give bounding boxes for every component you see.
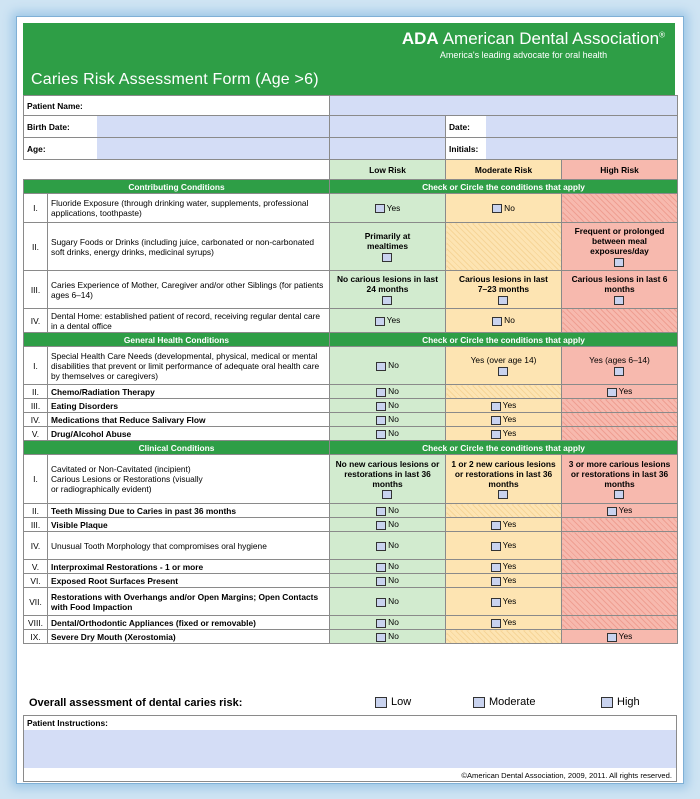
high-option-na — [562, 574, 678, 588]
form-title: Caries Risk Assessment Form (Age >6) — [31, 71, 319, 88]
checkbox[interactable] — [607, 633, 617, 642]
low-option[interactable]: Primarily at mealtimes — [330, 223, 446, 271]
checkbox[interactable] — [498, 296, 508, 305]
row-number: I. — [24, 455, 48, 504]
moderate-option[interactable]: Yes (over age 14) — [446, 347, 562, 385]
section-general-instruction: Check or Circle the conditions that apply — [330, 333, 678, 347]
low-option[interactable]: No — [330, 504, 446, 518]
checkbox[interactable] — [498, 490, 508, 499]
checkbox[interactable] — [375, 317, 385, 326]
moderate-option[interactable]: Yes — [446, 532, 562, 560]
section-clinical-instruction: Check or Circle the conditions that apply — [330, 441, 678, 455]
date-field[interactable] — [486, 116, 677, 137]
checkbox[interactable] — [601, 697, 613, 708]
overall-label: Overall assessment of dental caries risk: — [29, 697, 243, 709]
patient-name-label: Patient Name: — [27, 100, 83, 111]
high-option-na — [562, 427, 678, 441]
condition-label: Dental Home: established patient of record, receiving regular dental care in a dental office — [48, 309, 330, 333]
overall-high-option[interactable]: High — [601, 696, 640, 708]
birth-date-cell — [24, 116, 330, 138]
high-option-na — [562, 413, 678, 427]
condition-label: Unusual Tooth Morphology that compromises oral hygiene — [48, 532, 330, 560]
row-number: I. — [24, 194, 48, 223]
condition-label: Medications that Reduce Salivary Flow — [48, 413, 330, 427]
checkbox[interactable] — [498, 367, 508, 376]
condition-label: Restorations with Overhangs and/or Open Margins; Open Contacts with Food Impaction — [48, 588, 330, 616]
checkbox[interactable] — [607, 388, 617, 397]
age-label: Age: — [27, 144, 46, 154]
moderate-option[interactable]: Yes — [446, 574, 562, 588]
low-option[interactable]: No — [330, 532, 446, 560]
age-field-ext[interactable] — [330, 138, 446, 160]
high-option[interactable]: Yes (ages 6–14) — [562, 347, 678, 385]
high-option-na — [562, 588, 678, 616]
checkbox[interactable] — [607, 507, 617, 516]
low-option[interactable]: No — [330, 616, 446, 630]
high-risk-header: High Risk — [562, 160, 678, 180]
row-number: VI. — [24, 574, 48, 588]
high-option-na — [562, 532, 678, 560]
row-number: V. — [24, 427, 48, 441]
high-option[interactable]: Yes — [562, 385, 678, 399]
row-number: II. — [24, 504, 48, 518]
moderate-option[interactable]: No — [446, 309, 562, 333]
overall-low-option[interactable]: Low — [375, 696, 411, 708]
low-option[interactable]: No — [330, 347, 446, 385]
high-option[interactable]: 3 or more carious lesions or restorations in last 36 months — [562, 455, 678, 504]
checkbox[interactable] — [491, 416, 501, 425]
checkbox[interactable] — [376, 507, 386, 516]
initials-label: Initials: — [449, 144, 479, 154]
high-option[interactable]: Frequent or prolonged between meal exposures/day — [562, 223, 678, 271]
condition-label: Dental/Orthodontic Appliances (fixed or removable) — [48, 616, 330, 630]
checkbox[interactable] — [376, 542, 386, 551]
moderate-option[interactable]: Carious lesions in last 7–23 months — [446, 271, 562, 309]
birth-date-field-ext[interactable] — [330, 116, 446, 138]
row-number: II. — [24, 223, 48, 271]
copyright: ©American Dental Association, 2009, 2011. All rights reserved. — [461, 771, 672, 780]
condition-label: Special Health Care Needs (developmental, physical, medical or mental disabilities that prevent or limit performance of adequate oral health care by themselves or caregivers) — [48, 347, 330, 385]
condition-label: Severe Dry Mouth (Xerostomia) — [48, 630, 330, 644]
row-number: IV. — [24, 309, 48, 333]
birth-date-label: Birth Date: — [27, 122, 70, 132]
checkbox[interactable] — [492, 204, 502, 213]
ada-brand — [402, 29, 665, 60]
row-number: IV. — [24, 532, 48, 560]
instructions-field[interactable] — [24, 730, 676, 768]
high-option-na — [562, 309, 678, 333]
checkbox[interactable] — [492, 317, 502, 326]
moderate-option[interactable]: Yes — [446, 560, 562, 574]
checkbox[interactable] — [473, 697, 485, 708]
checkbox[interactable] — [375, 204, 385, 213]
row-number: I. — [24, 347, 48, 385]
checkbox[interactable] — [382, 296, 392, 305]
low-option[interactable]: No — [330, 427, 446, 441]
section-general: General Health Conditions — [24, 333, 330, 347]
moderate-risk-header: Moderate Risk — [446, 160, 562, 180]
condition-label: Eating Disorders — [48, 399, 330, 413]
row-number: IX. — [24, 630, 48, 644]
checkbox[interactable] — [614, 490, 624, 499]
assessment-table — [23, 95, 678, 644]
moderate-option[interactable]: No — [446, 194, 562, 223]
tagline: America's leading advocate for oral health — [439, 50, 608, 60]
condition-label: Teeth Missing Due to Caries in past 36 months — [48, 504, 330, 518]
row-number: IV. — [24, 413, 48, 427]
high-option-na — [562, 616, 678, 630]
low-option[interactable]: No — [330, 588, 446, 616]
moderate-option[interactable]: Yes — [446, 518, 562, 532]
moderate-option-na — [446, 385, 562, 399]
condition-label: Interproximal Restorations - 1 or more — [48, 560, 330, 574]
checkbox[interactable] — [376, 563, 386, 572]
checkbox[interactable] — [376, 521, 386, 530]
row-number: III. — [24, 399, 48, 413]
overall-assessment — [23, 693, 677, 713]
condition-label: Exposed Root Surfaces Present — [48, 574, 330, 588]
low-option[interactable]: No — [330, 630, 446, 644]
low-option[interactable]: No — [330, 518, 446, 532]
low-option[interactable]: No — [330, 385, 446, 399]
checkbox[interactable] — [491, 542, 501, 551]
low-option[interactable]: No new carious lesions or restorations in last 36 months — [330, 455, 446, 504]
moderate-option[interactable]: Yes — [446, 399, 562, 413]
checkbox[interactable] — [491, 619, 501, 628]
checkbox[interactable] — [614, 258, 624, 267]
condition-label: Fluoride Exposure (through drinking water, supplements, professional applications, toothpaste) — [48, 194, 330, 223]
moderate-option[interactable]: Yes — [446, 616, 562, 630]
checkbox[interactable] — [376, 633, 386, 642]
checkbox[interactable] — [491, 577, 501, 586]
checkbox[interactable] — [614, 296, 624, 305]
age-cell — [24, 138, 330, 160]
condition-label: Cavitated or Non-Cavitated (incipient) Carious Lesions or Restorations (visually or radiographically evident) — [48, 455, 330, 504]
checkbox[interactable] — [376, 388, 386, 397]
checkbox[interactable] — [491, 402, 501, 411]
initials-cell — [446, 138, 678, 160]
low-option[interactable]: No carious lesions in last 24 months — [330, 271, 446, 309]
low-option[interactable]: No — [330, 560, 446, 574]
section-contributing-instruction: Check or Circle the conditions that apply — [330, 180, 678, 194]
form-frame — [16, 16, 684, 784]
overall-moderate-option[interactable]: Moderate — [473, 696, 535, 708]
moderate-option-na — [446, 630, 562, 644]
section-contributing: Contributing Conditions — [24, 180, 330, 194]
date-label: Date: — [449, 122, 470, 132]
low-option[interactable]: Yes — [330, 194, 446, 223]
condition-label: Drug/Alcohol Abuse — [48, 427, 330, 441]
low-risk-header: Low Risk — [330, 160, 446, 180]
checkbox[interactable] — [382, 253, 392, 262]
condition-label: Chemo/Radiation Therapy — [48, 385, 330, 399]
low-option[interactable]: No — [330, 399, 446, 413]
checkbox[interactable] — [375, 697, 387, 708]
high-option-na — [562, 560, 678, 574]
condition-label: Caries Experience of Mother, Caregiver and/or other Siblings (for patients ages 6–14) — [48, 271, 330, 309]
registered-mark: ® — [659, 30, 665, 40]
moderate-option[interactable]: Yes — [446, 413, 562, 427]
checkbox[interactable] — [491, 563, 501, 572]
org-name: American Dental Association — [442, 29, 660, 48]
row-number: V. — [24, 560, 48, 574]
patient-instructions — [23, 715, 677, 782]
row-number: VII. — [24, 588, 48, 616]
initials-field[interactable] — [486, 138, 677, 159]
high-option[interactable]: Yes — [562, 504, 678, 518]
condition-label: Visible Plaque — [48, 518, 330, 532]
moderate-option-na — [446, 504, 562, 518]
checkbox[interactable] — [376, 416, 386, 425]
checkbox[interactable] — [376, 598, 386, 607]
date-cell — [446, 116, 678, 138]
age-field[interactable] — [97, 138, 329, 159]
section-clinical: Clinical Conditions — [24, 441, 330, 455]
low-option[interactable]: Yes — [330, 309, 446, 333]
birth-date-field[interactable] — [97, 116, 329, 137]
patient-name-field[interactable] — [330, 96, 678, 116]
checkbox[interactable] — [376, 362, 386, 371]
ada-logo: ADA — [401, 29, 439, 48]
checkbox[interactable] — [382, 490, 392, 499]
patient-name-row — [24, 96, 330, 116]
form-header — [23, 23, 675, 95]
moderate-option[interactable]: Yes — [446, 588, 562, 616]
checkbox[interactable] — [376, 430, 386, 439]
row-number: III. — [24, 271, 48, 309]
checkbox[interactable] — [491, 521, 501, 530]
moderate-option[interactable]: 1 or 2 new carious lesions or restorations in last 36 months — [446, 455, 562, 504]
row-number: II. — [24, 385, 48, 399]
high-option[interactable]: Carious lesions in last 6 months — [562, 271, 678, 309]
row-number: III. — [24, 518, 48, 532]
high-option[interactable]: Yes — [562, 630, 678, 644]
moderate-option[interactable]: Yes — [446, 427, 562, 441]
checkbox[interactable] — [491, 430, 501, 439]
checkbox[interactable] — [614, 367, 624, 376]
instructions-label: Patient Instructions: — [24, 716, 676, 730]
row-number: VIII. — [24, 616, 48, 630]
high-option-na — [562, 518, 678, 532]
checkbox[interactable] — [376, 619, 386, 628]
low-option[interactable]: No — [330, 574, 446, 588]
high-option-na — [562, 194, 678, 223]
checkbox[interactable] — [376, 402, 386, 411]
checkbox[interactable] — [376, 577, 386, 586]
high-option-na — [562, 399, 678, 413]
moderate-option-na — [446, 223, 562, 271]
condition-label: Sugary Foods or Drinks (including juice, carbonated or non-carbonated soft drinks, energy drinks, medicinal syrups) — [48, 223, 330, 271]
checkbox[interactable] — [491, 598, 501, 607]
low-option[interactable]: No — [330, 413, 446, 427]
